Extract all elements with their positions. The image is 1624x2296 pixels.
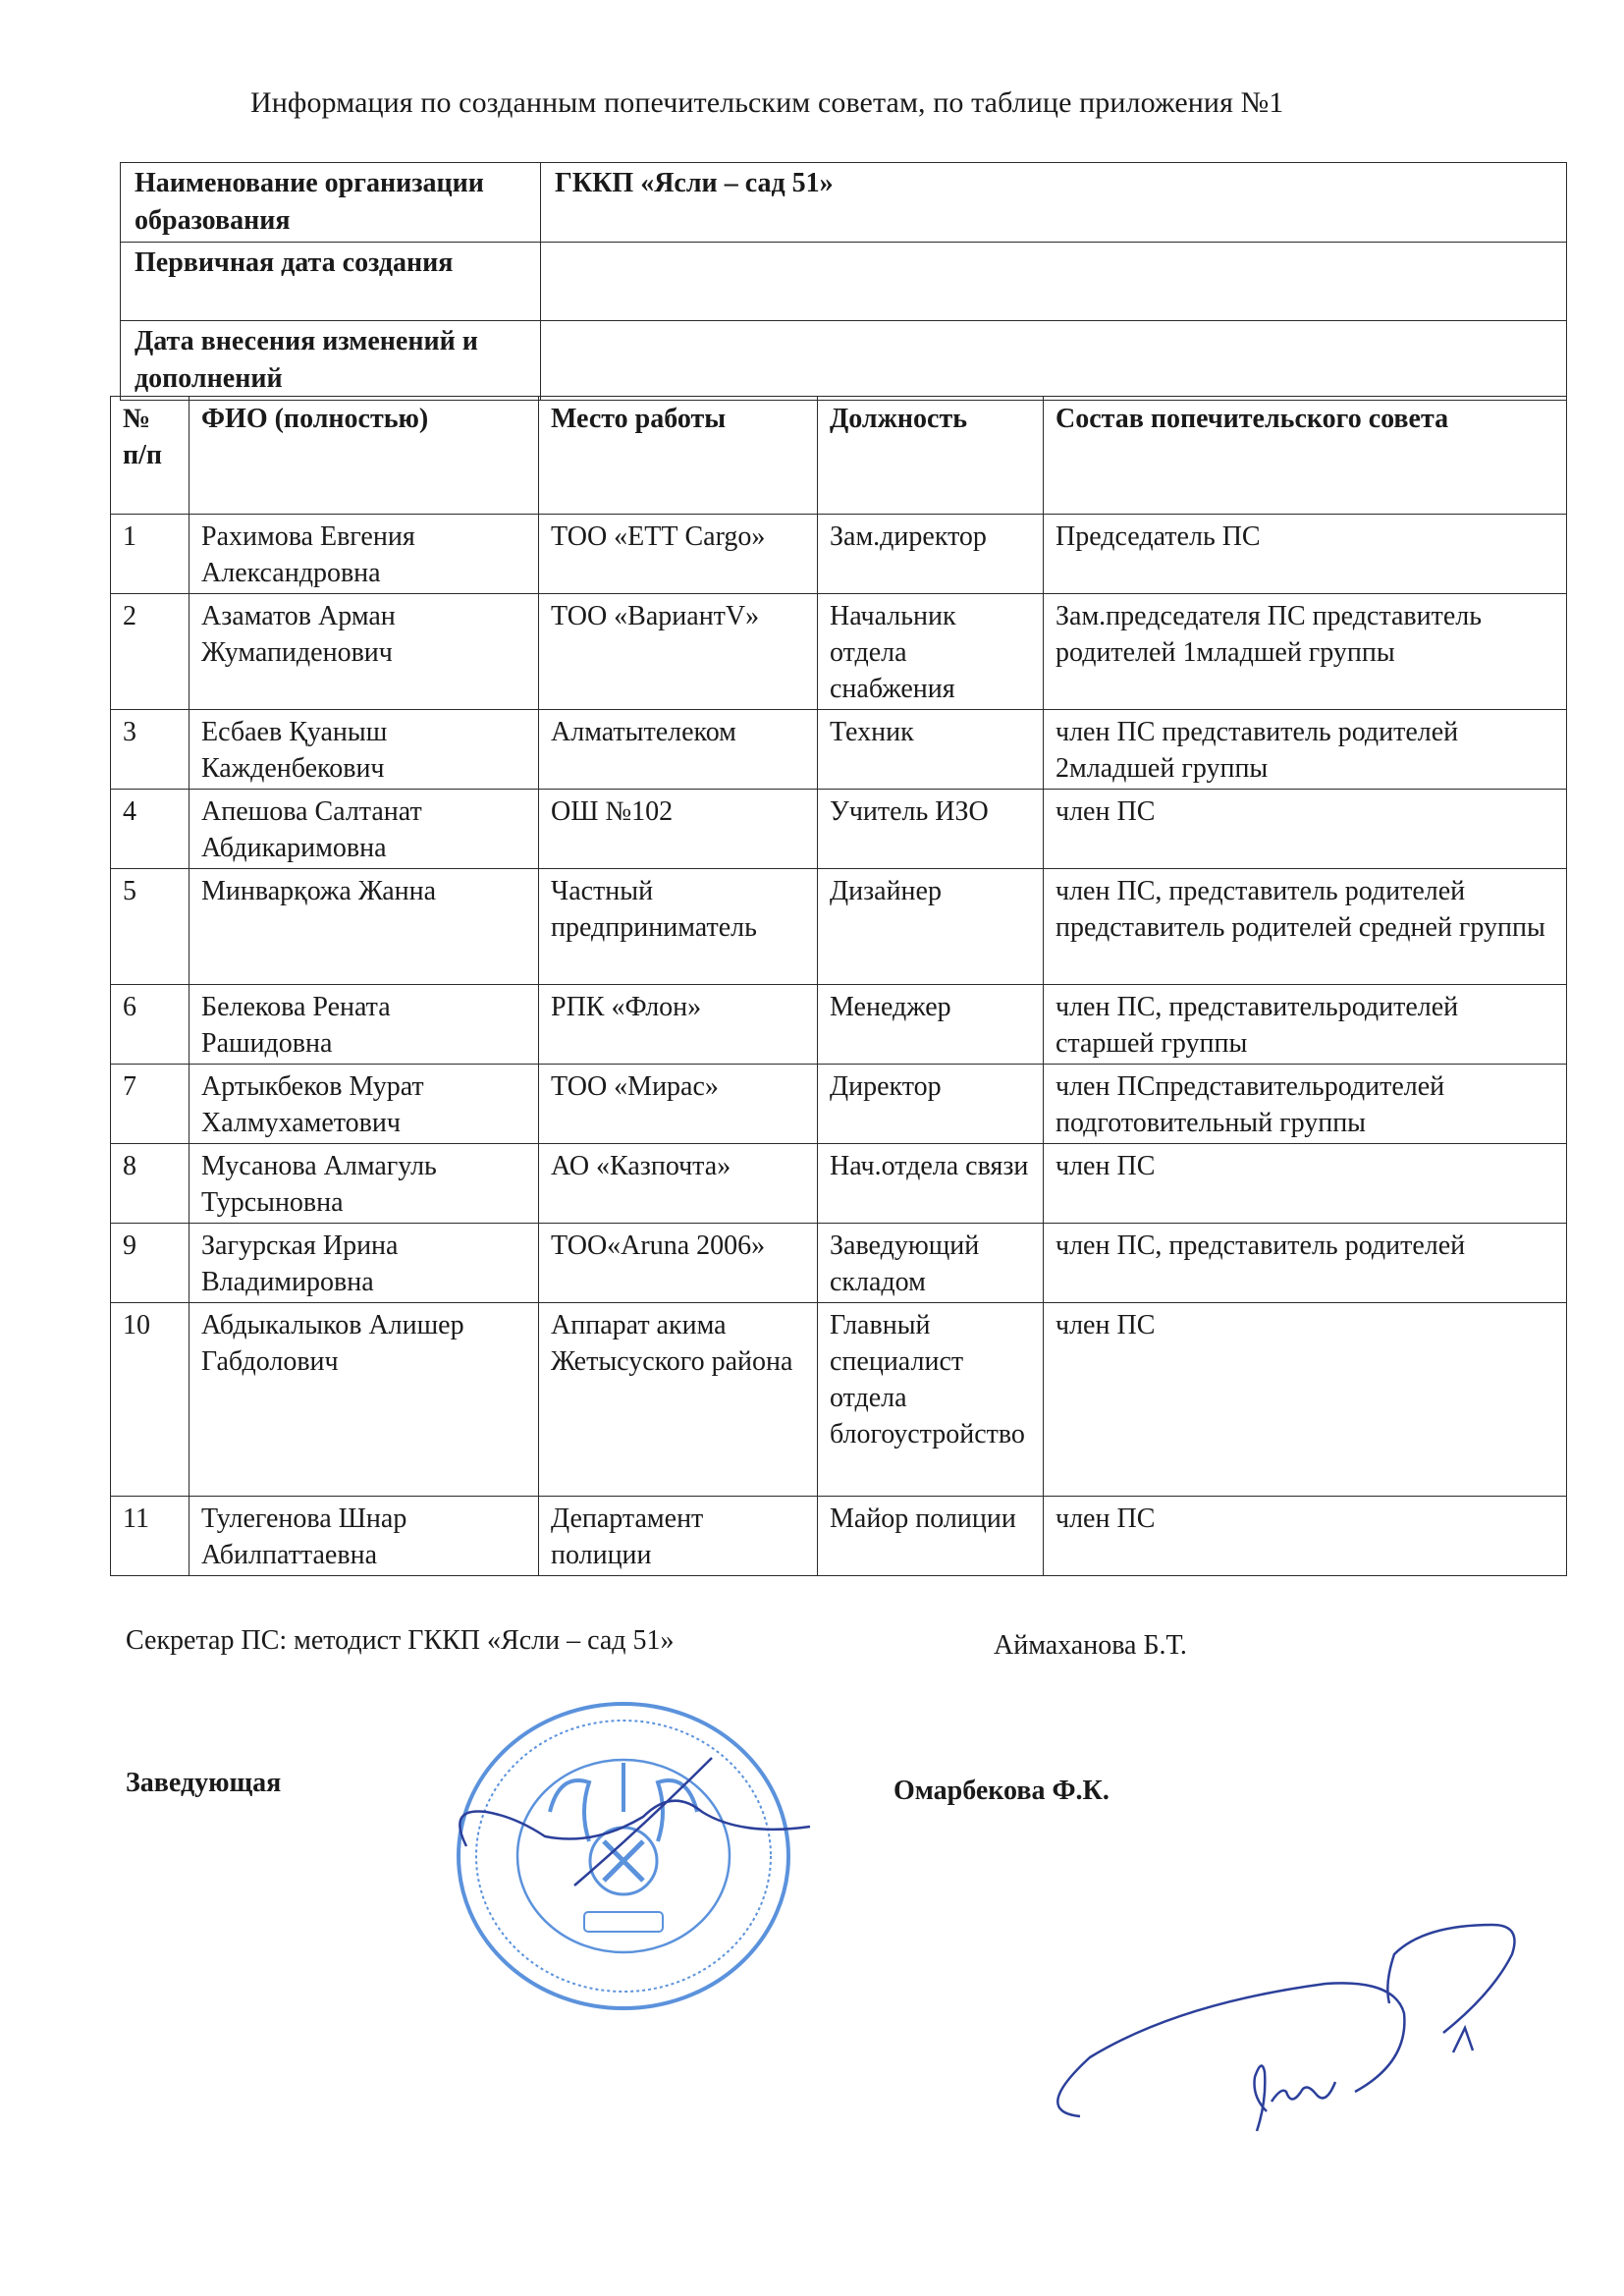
row-position: Менеджер xyxy=(818,985,1044,1065)
row-name: Рахимова Евгения Александровна xyxy=(189,515,539,594)
secretary-name: Аймаханова Б.Т. xyxy=(994,1630,1187,1661)
row-workplace: ТОО «ЕТТ Cargo» xyxy=(539,515,818,594)
info-row-created xyxy=(121,243,1567,321)
row-workplace: Частный предприниматель xyxy=(539,869,818,985)
row-name: Белекова Рената Рашидовна xyxy=(189,985,539,1065)
row-workplace: Аппарат акима Жетысуского района xyxy=(539,1303,818,1497)
seal-banner xyxy=(584,1912,663,1932)
row-name: Абдыкалыков Алишер Габдолович xyxy=(189,1303,539,1497)
row-workplace: Алматытелеком xyxy=(539,710,818,790)
organization-info-table xyxy=(120,162,1567,401)
table-row xyxy=(111,790,1567,869)
signature-secretary xyxy=(447,1728,820,1895)
row-role: член ПС, представительродителей старшей группы xyxy=(1044,985,1567,1065)
row-role: Председатель ПС xyxy=(1044,515,1567,594)
changes-label: Дата внесения изменений и дополнений xyxy=(121,321,541,401)
changes-value xyxy=(541,321,1567,401)
created-value xyxy=(541,243,1567,321)
header-num: № п/п xyxy=(111,397,189,515)
table-row xyxy=(111,515,1567,594)
row-position: Дизайнер xyxy=(818,869,1044,985)
info-row-changes xyxy=(121,321,1567,401)
row-name: Есбаев Қуаныш Кажденбекович xyxy=(189,710,539,790)
row-position: Начальник отдела снабжения xyxy=(818,594,1044,710)
row-role: член ПС xyxy=(1044,1497,1567,1576)
table-row xyxy=(111,1224,1567,1303)
row-role: член ПС, представитель родителей xyxy=(1044,1224,1567,1303)
signature-head xyxy=(1021,1886,1551,2151)
row-role: Зам.председателя ПС представитель родителей 1младшей группы xyxy=(1044,594,1567,710)
row-num: 10 xyxy=(111,1303,189,1497)
created-label: Первичная дата создания xyxy=(121,243,541,321)
row-workplace: АО «Казпочта» xyxy=(539,1144,818,1224)
row-role: член ПС представитель родителей 2младшей группы xyxy=(1044,710,1567,790)
table-row xyxy=(111,869,1567,985)
members-header-row xyxy=(111,397,1567,515)
secretary-label: Секретар ПС: методист ГККП «Ясли – сад 51» xyxy=(126,1625,675,1656)
row-num: 6 xyxy=(111,985,189,1065)
row-num: 4 xyxy=(111,790,189,869)
row-role: член ПСпредставительродителей подготовительный группы xyxy=(1044,1065,1567,1144)
org-label: Наименование организации образования xyxy=(121,163,541,243)
row-name: Минварқожа Жанна xyxy=(189,869,539,985)
row-workplace: Департамент полиции xyxy=(539,1497,818,1576)
row-position: Майор полиции xyxy=(818,1497,1044,1576)
info-row-organization xyxy=(121,163,1567,243)
row-name: Тулегенова Шнар Абилпаттаевна xyxy=(189,1497,539,1576)
table-row xyxy=(111,1303,1567,1497)
row-role: член ПС xyxy=(1044,790,1567,869)
row-num: 3 xyxy=(111,710,189,790)
table-row xyxy=(111,985,1567,1065)
row-num: 11 xyxy=(111,1497,189,1576)
table-row xyxy=(111,1144,1567,1224)
row-name: Апешова Салтанат Абдикаримовна xyxy=(189,790,539,869)
org-value: ГККП «Ясли – сад 51» xyxy=(541,163,1567,243)
head-label: Заведующая xyxy=(126,1768,282,1798)
header-role: Состав попечительского совета xyxy=(1044,397,1567,515)
signature-stroke xyxy=(460,1758,810,1886)
row-position: Техник xyxy=(818,710,1044,790)
signature-stroke xyxy=(1057,1925,1514,2131)
row-workplace: ТОО «Мирас» xyxy=(539,1065,818,1144)
members-table xyxy=(110,396,1567,1576)
row-workplace: ТОО«Aruna 2006» xyxy=(539,1224,818,1303)
row-role: член ПС, представитель родителей представитель родителей средней группы xyxy=(1044,869,1567,985)
table-row xyxy=(111,1497,1567,1576)
header-name: ФИО (полностью) xyxy=(189,397,539,515)
row-position: Главный специалист отдела блогоустройство xyxy=(818,1303,1044,1497)
row-name: Азаматов Арман Жумапиденович xyxy=(189,594,539,710)
row-workplace: РПК «Флон» xyxy=(539,985,818,1065)
row-workplace: ОШ №102 xyxy=(539,790,818,869)
row-name: Мусанова Алмагуль Турсыновна xyxy=(189,1144,539,1224)
head-name: Омарбекова Ф.К. xyxy=(893,1776,1110,1806)
row-name: Артыкбеков Мурат Халмухаметович xyxy=(189,1065,539,1144)
row-position: Учитель ИЗО xyxy=(818,790,1044,869)
table-row xyxy=(111,594,1567,710)
table-row xyxy=(111,1065,1567,1144)
row-position: Зам.директор xyxy=(818,515,1044,594)
row-position: Заведующий складом xyxy=(818,1224,1044,1303)
row-name: Загурская Ирина Владимировна xyxy=(189,1224,539,1303)
row-num: 5 xyxy=(111,869,189,985)
row-num: 2 xyxy=(111,594,189,710)
row-num: 1 xyxy=(111,515,189,594)
row-role: член ПС xyxy=(1044,1303,1567,1497)
table-row xyxy=(111,710,1567,790)
row-num: 7 xyxy=(111,1065,189,1144)
row-position: Директор xyxy=(818,1065,1044,1144)
row-position: Нач.отдела связи xyxy=(818,1144,1044,1224)
row-num: 9 xyxy=(111,1224,189,1303)
row-num: 8 xyxy=(111,1144,189,1224)
header-position: Должность xyxy=(818,397,1044,515)
header-workplace: Место работы xyxy=(539,397,818,515)
row-role: член ПС xyxy=(1044,1144,1567,1224)
row-workplace: ТОО «ВариантV» xyxy=(539,594,818,710)
document-title: Информация по созданным попечительским советам, по таблице приложения №1 xyxy=(250,86,1284,119)
